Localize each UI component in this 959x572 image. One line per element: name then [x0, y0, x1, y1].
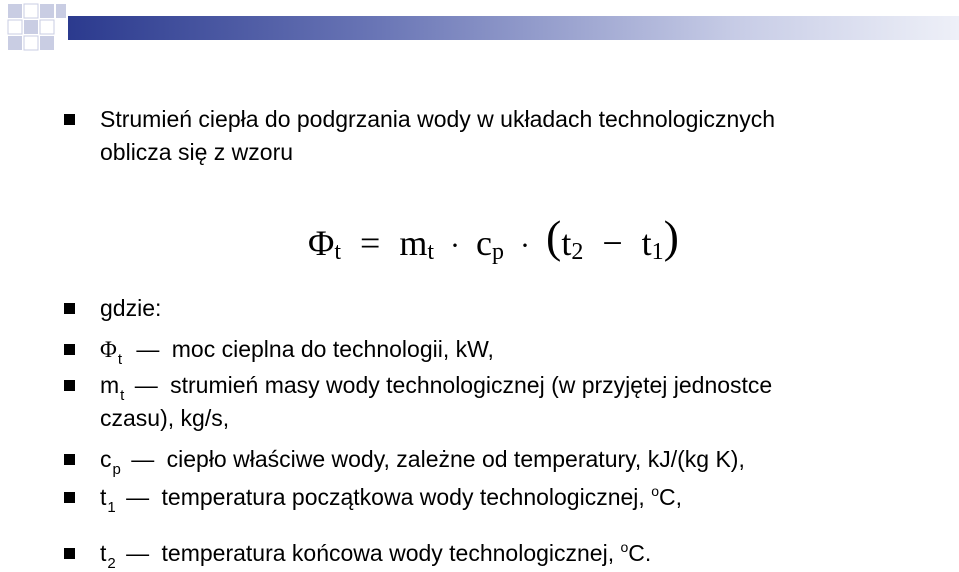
formula-t1-subscript: 1	[651, 239, 664, 265]
formula-t2-symbol: t	[561, 223, 572, 263]
formula-open-paren: (	[545, 211, 562, 262]
bullet-marker	[64, 114, 75, 125]
formula-equals: =	[360, 223, 381, 263]
formula-c-subscript: p	[491, 239, 504, 265]
legend-description: temperatura początkowa wody technologicznej,	[161, 484, 645, 510]
legend-item-specific-heat	[100, 445, 745, 477]
formula-dot-2: ·	[519, 229, 530, 262]
legend-description: temperatura końcowa wody technologicznej,	[161, 540, 615, 566]
legend-item-mass-flow-continuation: czasu), kg/s,	[100, 405, 230, 431]
legend-item-mass-flow	[100, 371, 772, 403]
legend-dash: —	[126, 484, 150, 510]
bullet-marker	[64, 454, 75, 465]
formula-phi-symbol: Φ	[308, 223, 335, 263]
legend-symbol: t	[100, 540, 107, 566]
legend-dash: —	[136, 336, 160, 362]
bullet-marker	[64, 492, 75, 503]
legend-item-final-temperature	[100, 539, 651, 571]
legend-dash: —	[131, 446, 155, 472]
legend-heading: gdzie:	[100, 295, 162, 321]
legend-subscript: t	[117, 351, 122, 368]
legend-subscript: t	[120, 387, 125, 404]
legend-unit: C.	[628, 540, 652, 566]
bullet-marker	[64, 344, 75, 355]
legend-description: strumień masy wody technologicznej (w przyjętej jednostce	[170, 372, 773, 398]
heat-flow-formula	[308, 212, 679, 268]
intro-line-1: Strumień ciepła do podgrzania wody w układach technologicznych	[100, 106, 776, 132]
formula-t2-subscript: 2	[571, 239, 584, 265]
legend-unit: C,	[658, 484, 682, 510]
formula-dot-1: ·	[450, 229, 460, 262]
degree-superscript: o	[651, 483, 659, 499]
legend-subscript: 1	[107, 499, 116, 516]
formula-t1-symbol: t	[641, 223, 652, 263]
legend-dash: —	[126, 540, 150, 566]
formula-m-symbol: m	[399, 223, 428, 263]
legend-description: moc cieplna do technologii, kW,	[171, 336, 494, 362]
formula-c-symbol: c	[476, 223, 492, 263]
degree-superscript: o	[620, 539, 629, 555]
intro-line-2: oblicza się z wzoru	[100, 139, 294, 165]
legend-description: ciepło właściwe wody, zależne od temperatury, kJ/(kg K),	[166, 446, 745, 472]
bullet-marker	[64, 303, 75, 314]
formula-phi-subscript: t	[334, 239, 341, 265]
legend-symbol: t	[100, 484, 107, 510]
legend-item-initial-temperature	[100, 483, 682, 515]
legend-subscript: 2	[107, 555, 116, 572]
legend-symbol: m	[100, 372, 120, 398]
legend-dash: —	[134, 372, 158, 398]
legend-item-phi	[100, 335, 494, 367]
formula-close-paren: )	[663, 211, 679, 262]
formula-m-subscript: t	[427, 239, 434, 265]
bullet-marker	[64, 380, 75, 391]
decorative-header-bar	[68, 16, 959, 40]
legend-symbol: c	[100, 446, 112, 472]
bullet-marker	[64, 548, 75, 559]
legend-subscript: p	[112, 461, 121, 478]
legend-symbol: Φ	[100, 337, 117, 362]
formula-minus: −	[602, 223, 623, 263]
